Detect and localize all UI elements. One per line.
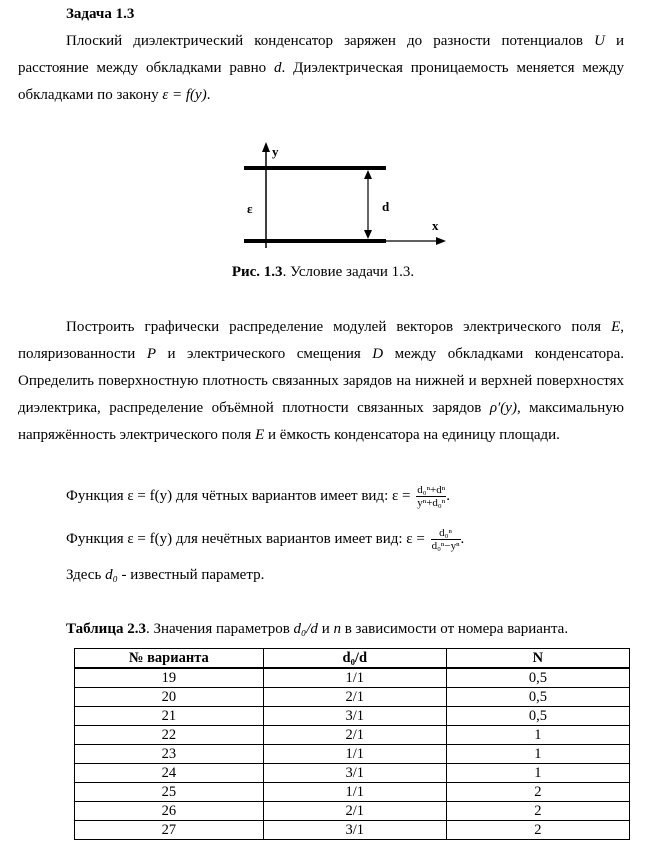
table-row: 24 3/1 1: [75, 764, 630, 783]
epsilon-formula: ε = f(y): [162, 87, 207, 103]
top-plate: [244, 166, 386, 170]
label-d: d: [382, 199, 390, 214]
header-variant: № варианта: [75, 649, 264, 669]
label-epsilon: ε: [247, 201, 253, 216]
figure-caption: Рис. 1.3. Условие задачи 1.3.: [231, 264, 415, 280]
table-header-row: [75, 649, 630, 669]
table-row: 21 3/1 0,5: [75, 707, 630, 726]
bottom-plate: [244, 239, 386, 243]
var-d: d: [273, 60, 282, 76]
y-axis-arrow: [262, 142, 270, 152]
table-row: 19 1/1 0,5: [75, 668, 630, 688]
problem-title: Задача 1.3: [66, 6, 135, 22]
variants-table: [74, 648, 630, 840]
table-row: 27 3/1 2: [75, 821, 630, 840]
task-paragraph: Построить графически распределение модулей векторов электрического поля E, поляризованности P и электрического смещения D между обкладками конденсатора. Определить поверхностную плотность связанных зарядов на нижней и верхней поверхностях диэлектрика, распределение объёмной плотности связанных зарядов ρ′(y), максимальную напряжённость электрического поля E и ёмкость конденсатора на единицу площади.: [18, 319, 625, 443]
distance-arrow-bottom: [364, 230, 372, 239]
table-row: 26 2/1 2: [75, 802, 630, 821]
even-fraction: $\frac{\text{d₀ⁿ+dⁿ}}{\text{yⁿ+d₀ⁿ}}$: [417, 484, 446, 509]
x-axis-arrow: [436, 237, 446, 245]
table-row: 25 1/1 2: [75, 783, 630, 802]
header-d0d: d₀/d: [263, 649, 446, 669]
function-even: Функция ε = f(y) для чётных вариантов имеет вид: ε = $\frac{\text{d₀ⁿ+dⁿ}}{\text{yⁿ+d₀ⁿ}}$ .: [66, 484, 450, 509]
distance-arrow-top: [364, 170, 372, 179]
table-caption: Таблица 2.3. Значения параметров d₀/d и n в зависимости от номера варианта.: [66, 621, 569, 637]
problem-statement: Плоский диэлектрический конденсатор заряжен до разности потенциалов U и расстояние между обкладками равно d. Диэлектрическая проницаемость меняется между обкладками по закону ε = f(y).: [18, 33, 624, 103]
table-row: 23 1/1 1: [75, 745, 630, 764]
table-row: 22 2/1 1: [75, 726, 630, 745]
var-U: U: [594, 33, 605, 49]
capacitor-figure: [230, 138, 450, 258]
function-odd: Функция ε = f(y) для нечётных вариантов имеет вид: ε = $\frac{\text{d₀ⁿ}}{\text{d₀ⁿ−yⁿ}}$ .: [66, 527, 465, 552]
parameter-note: Здесь d₀ - известный параметр.: [66, 567, 265, 583]
table-row: 20 2/1 0,5: [75, 688, 630, 707]
header-n: N: [446, 649, 629, 669]
label-y: y: [272, 144, 279, 159]
odd-fraction: $\frac{\text{d₀ⁿ}}{\text{d₀ⁿ−yⁿ}}$: [431, 527, 460, 552]
label-x: x: [432, 218, 439, 233]
